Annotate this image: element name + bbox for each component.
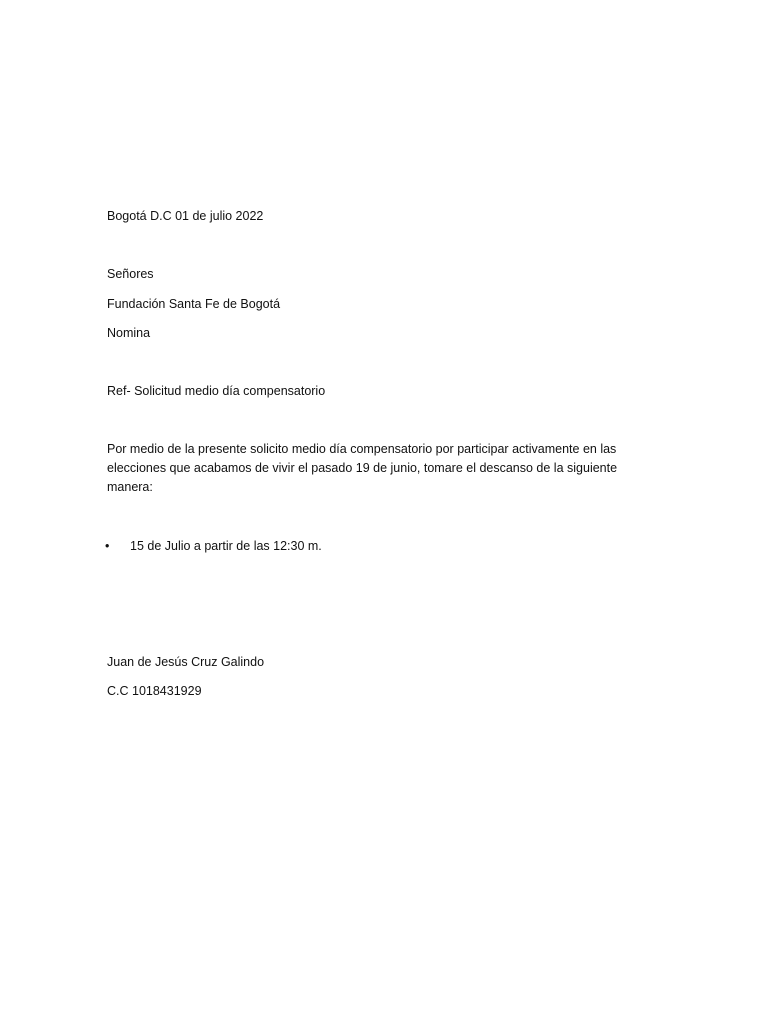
recipient-organization: Fundación Santa Fe de Bogotá [107, 297, 281, 311]
list-item: 15 de Julio a partir de las 12:30 m. [130, 539, 322, 553]
bullet-icon: • [105, 539, 110, 553]
body-line-2: elecciones que acabamos de vivir el pasado 19 de junio, tomare el descanso de la siguiente [107, 461, 618, 475]
reference-line: Ref- Solicitud medio día compensatorio [107, 384, 326, 398]
body-line-1: Por medio de la presente solicito medio día compensatorio por participar activamente en las [107, 442, 617, 456]
signature-id: C.C 1018431929 [107, 684, 202, 698]
body-line-3: manera: [107, 480, 153, 494]
signature-name: Juan de Jesús Cruz Galindo [107, 655, 265, 669]
recipient-salutation: Señores [107, 267, 154, 281]
date-line: Bogotá D.C 01 de julio 2022 [107, 209, 264, 223]
body-paragraph [107, 440, 647, 497]
recipient-department: Nomina [107, 326, 151, 340]
